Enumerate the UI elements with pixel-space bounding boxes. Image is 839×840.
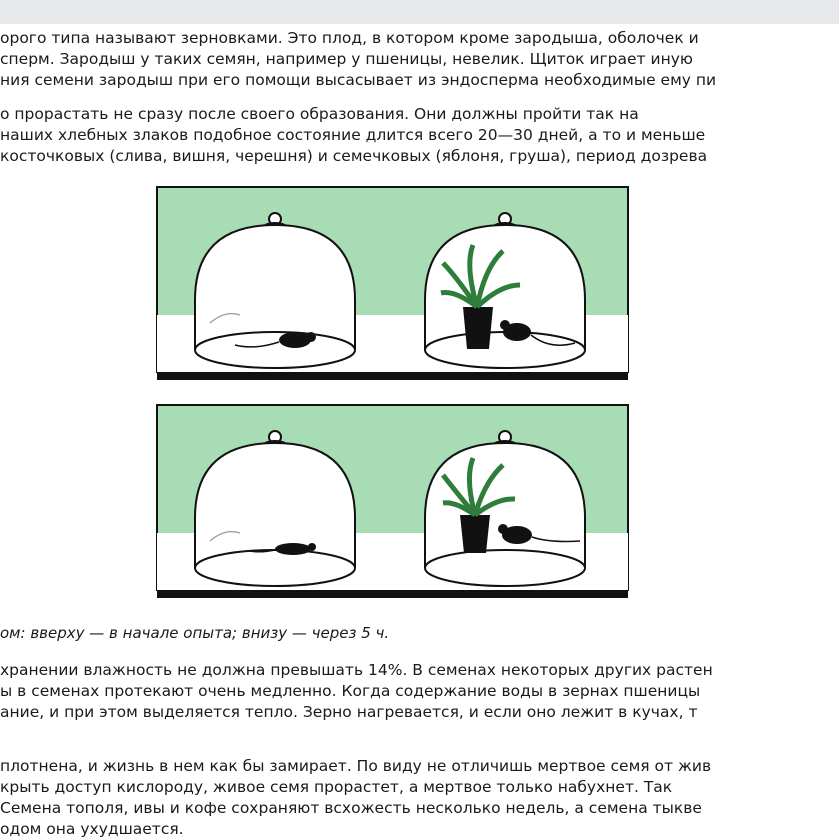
paragraph-2-line-2: наших хлебных злаков подобное состояние длится всего 20—30 дней, а то и меньше (0, 126, 706, 144)
paragraph-1-line-2: сперм. Зародыш у таких семян, например у пшеницы, невелик. Щиток играет иную (0, 50, 693, 68)
figure-caption: ом: вверху — в начале опыта; внизу — через 5 ч. (0, 624, 390, 642)
paragraph-3-line-1: хранении влажность не должна превышать 14%. В семенах некоторых других растен (0, 661, 713, 679)
paragraph-4-line-1: плотнена, и жизнь в нем как бы замирает. По виду не отличишь мертвое семя от жив (0, 757, 712, 775)
paragraph-3-line-2: ы в семенах протекают очень медленно. Когда содержание воды в зернах пшеницы (0, 682, 701, 700)
paragraph-4-line-4: одом она ухудшается. (0, 820, 184, 838)
paragraph-2-line-3: косточковых (слива, вишня, черешня) и семечковых (яблоня, груша), период дозрева (0, 147, 708, 165)
paragraph-1-line-3: ния семени зародыш при его помощи высасывает из эндосперма необходимые ему пи (0, 71, 717, 89)
paragraph-2 (0, 104, 839, 167)
experiment-figure (155, 185, 630, 605)
paragraph-4-line-3: Семена тополя, ивы и кофе сохраняют всхожесть несколько недель, а семена тыкве (0, 799, 702, 817)
browser-top-bar (0, 0, 839, 24)
figure-panel-start (155, 185, 630, 383)
paragraph-1 (0, 28, 839, 91)
paragraph-4-line-2: крыть доступ кислороду, живое семя прорастет, а мертвое только набухнет. Так (0, 778, 673, 796)
paragraph-2-line-1: о прорастать не сразу после своего образования. Они должны пройти так на (0, 105, 639, 123)
paragraph-1-line-1: орого типа называют зерновками. Это плод, в котором кроме зародыша, оболочек и (0, 29, 699, 47)
paragraph-3-line-3: ание, и при этом выделяется тепло. Зерно нагревается, и если оно лежит в кучах, т (0, 703, 698, 721)
paragraph-4 (0, 756, 839, 840)
figure-panel-after (155, 403, 630, 601)
paragraph-3 (0, 660, 839, 723)
